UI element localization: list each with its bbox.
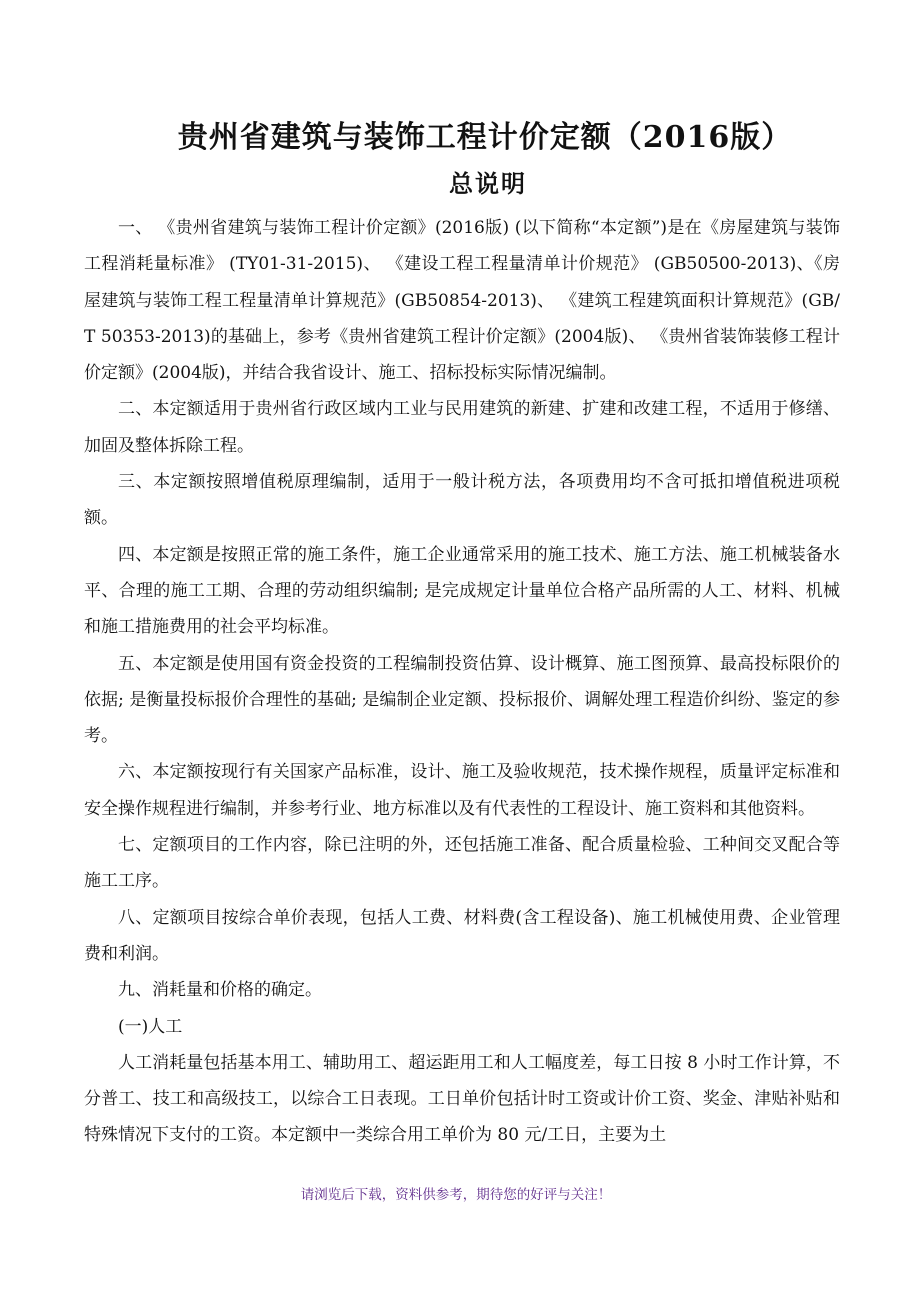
- paragraph-10: (一)人工: [118, 1016, 183, 1037]
- paragraph-9: 九、消耗量和价格的确定。: [118, 980, 322, 1001]
- footer-note: 请浏览后下载，资料供参考，期待您的好评与关注！: [300, 1187, 612, 1203]
- section-heading: 总说明: [449, 169, 527, 198]
- paragraph-11: 人工消耗量包括基本用工、辅助用工、超运距用工和人工幅度差，每工日按 8 小时工作计算，不分普工、技工和高级技工，以综合工日表现。工日单价包括计时工资或计价工资、奖金、津贴补贴和特殊情况下支付的工资。本定额中一类综合用工单价为 80 元/工日，主要为土: [84, 1052, 840, 1146]
- document-title: 贵州省建筑与装饰工程计价定额（2016版）: [177, 120, 793, 155]
- paragraph-2: 二、本定额适用于贵州省行政区域内工业与民用建筑的新建、扩建和改建工程，不适用于修缮、加固及整体拆除工程。: [84, 399, 840, 456]
- paragraph-3: 三、本定额按照增值税原理编制，适用于一般计税方法，各项费用均不含可抵扣增值税进项税额。: [84, 472, 840, 529]
- paragraph-5: 五、本定额是使用国有资金投资的工程编制投资估算、设计概算、施工图预算、最高投标限价的依据; 是衡量投标报价合理性的基础; 是编制企业定额、投标报价、调解处理工程造价纠纷、鉴定的参考。: [84, 653, 840, 747]
- paragraph-6: 六、本定额按现行有关国家产品标准，设计、施工及验收规范，技术操作规程，质量评定标准和安全操作规程进行编制，并参考行业、地方标准以及有代表性的工程设计、施工资料和其他资料。: [84, 762, 840, 819]
- document-body: [84, 210, 840, 1154]
- paragraph-4: 四、本定额是按照正常的施工条件，施工企业通常采用的施工技术、施工方法、施工机械装备水平、合理的施工工期、合理的劳动组织编制; 是完成规定计量单位合格产品所需的人工、材料、机械和施工措施费用的社会平均标准。: [84, 544, 840, 638]
- paragraph-1: 一、 《贵州省建筑与装饰工程计价定额》(2016版) (以下简称“本定额”)是在《房屋建筑与装饰工程消耗量标准》 (TY01-31-2015)、 《建设工程工程量清单计价规范》 (GB50500-2013)、《房屋建筑与装饰工程工程量清单计算规范》(GB50854-2013)、 《建筑工程建筑面积计算规范》(GB/T 50353-2013)的基础上，参考《贵州省建筑工程计价定额》(2004版)、 《贵州省装饰装修工程计价定额》(2004版)，并结合我省设计、施工、招标投标实际情况编制。: [84, 218, 840, 384]
- paragraph-8: 八、定额项目按综合单价表现，包括人工费、材料费(含工程设备)、施工机械使用费、企业管理费和利润。: [84, 907, 840, 964]
- paragraph-7: 七、定额项目的工作内容，除已注明的外，还包括施工准备、配合质量检验、工种间交叉配合等施工工序。: [84, 835, 840, 892]
